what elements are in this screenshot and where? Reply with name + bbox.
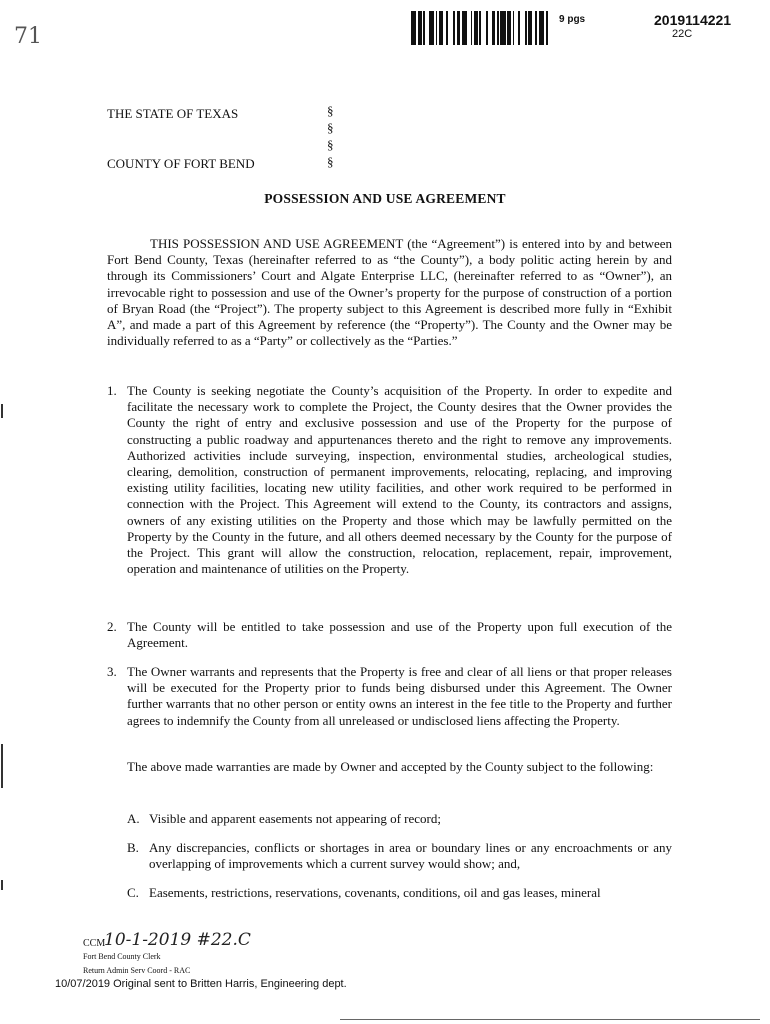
subitem-label: A. <box>127 811 140 826</box>
page-count: 9 pgs <box>559 14 586 25</box>
warranties-intro: The above made warranties are made by Owner and accepted by the County subject to the following: <box>127 759 654 774</box>
scan-edge-mark <box>1 404 3 418</box>
item-text: The County will be entitled to take possession and use of the Property upon full execution of the Agreement. <box>127 619 672 651</box>
item-text: The Owner warrants and represents that the Property is free and clear of all liens or that proper releases will be executed for the Property prior to funds being disbursed under this Agreement. The Owner further warrants that no other person or entity owns an interest in the fee title to the Property and further agrees to indemnify the County from all unreleased or undisclosed liens affecting the Property. <box>127 664 672 728</box>
scan-edge-mark <box>1 744 3 788</box>
item-number: 2. <box>107 619 117 634</box>
section-mark: § <box>327 120 334 135</box>
scan-edge-mark <box>1 880 3 890</box>
item-number: 3. <box>107 664 117 679</box>
barcode-bar <box>548 11 552 45</box>
subitem-label: B. <box>127 840 139 855</box>
document-number: 2019114221 <box>654 12 732 28</box>
document-code: 22C <box>672 28 693 40</box>
subitem-text: Visible and apparent easements not appearing of record; <box>149 811 441 826</box>
subitem-text: Any discrepancies, conflicts or shortages in area or boundary lines or any encroachments or any overlapping of improvements which a current survey would show; and, <box>149 840 672 872</box>
clerk-stamp: Fort Bend County Clerk <box>83 952 161 961</box>
margin-handwriting: 71 <box>14 24 42 49</box>
bottom-rule <box>340 1019 760 1020</box>
handwritten-agenda-note: 10-1-2019 #22.C <box>104 930 251 950</box>
section-mark: § <box>327 154 334 169</box>
item-number: 1. <box>107 383 117 398</box>
county-caption: COUNTY OF FORT BEND <box>107 156 255 171</box>
original-sent-note: 10/07/2019 Original sent to Britten Harris, Engineering dept. <box>55 978 347 990</box>
document-barcode <box>411 11 551 45</box>
state-caption: THE STATE OF TEXAS <box>107 106 239 121</box>
subitem-label: C. <box>127 885 139 900</box>
intro-paragraph: THIS POSSESSION AND USE AGREEMENT (the “Agreement”) is entered into by and between Fort Bend County, Texas (hereinafter referred to as “the County”), a body politic acting herein by and through its Commissioners’ Court and Algate Enterprise LLC, (hereinafter referred to as “Owner”), an irrevocable right to possession and use of the Owner’s property for the purpose of construction of a portion of Bryan Road (the “Project”). The property subject to this Agreement is described more fully in “Exhibit A”, and made a part of this Agreement by reference (the “Property”). The County and the Owner may be individually referred to as a “Party” or collectively as the “Parties.” <box>107 236 672 349</box>
ccm-stamp: CCM <box>83 938 106 949</box>
subitem-text: Easements, restrictions, reservations, covenants, conditions, oil and gas leases, mineral <box>149 885 601 900</box>
return-stamp: Return Admin Serv Coord - RAC <box>83 966 191 975</box>
document-title: POSSESSION AND USE AGREEMENT <box>264 191 506 206</box>
item-text: The County is seeking negotiate the County’s acquisition of the Property. In order to expedite and facilitate the necessary work to complete the Project, the County desires that the Owner provides the County the right of entry and exclusive possession and use of the Property for the purpose of constructing a public roadway and appurtenances thereto and the right to remove any improvements. Authorized activities include surveying, inspection, environmental studies, archeological studies, clearing, demolition, construction of permanent improvements, relocating, replacing, and improving existing utility facilities, locating new utility facilities, and other work required to be performed in connection with the Project. This Agreement will extend to the County, its contractors and assigns, owners of any existing utilities on the Property and those which may be lawfully permitted on the Property by the County in the future, and all others deemed necessary by the County for the purpose of the Project. This grant will allow the construction, relocation, replacement, repair, improvement, operation and maintenance of utilities on the Property. <box>127 383 672 577</box>
section-mark: § <box>327 103 334 118</box>
section-mark: § <box>327 137 334 152</box>
